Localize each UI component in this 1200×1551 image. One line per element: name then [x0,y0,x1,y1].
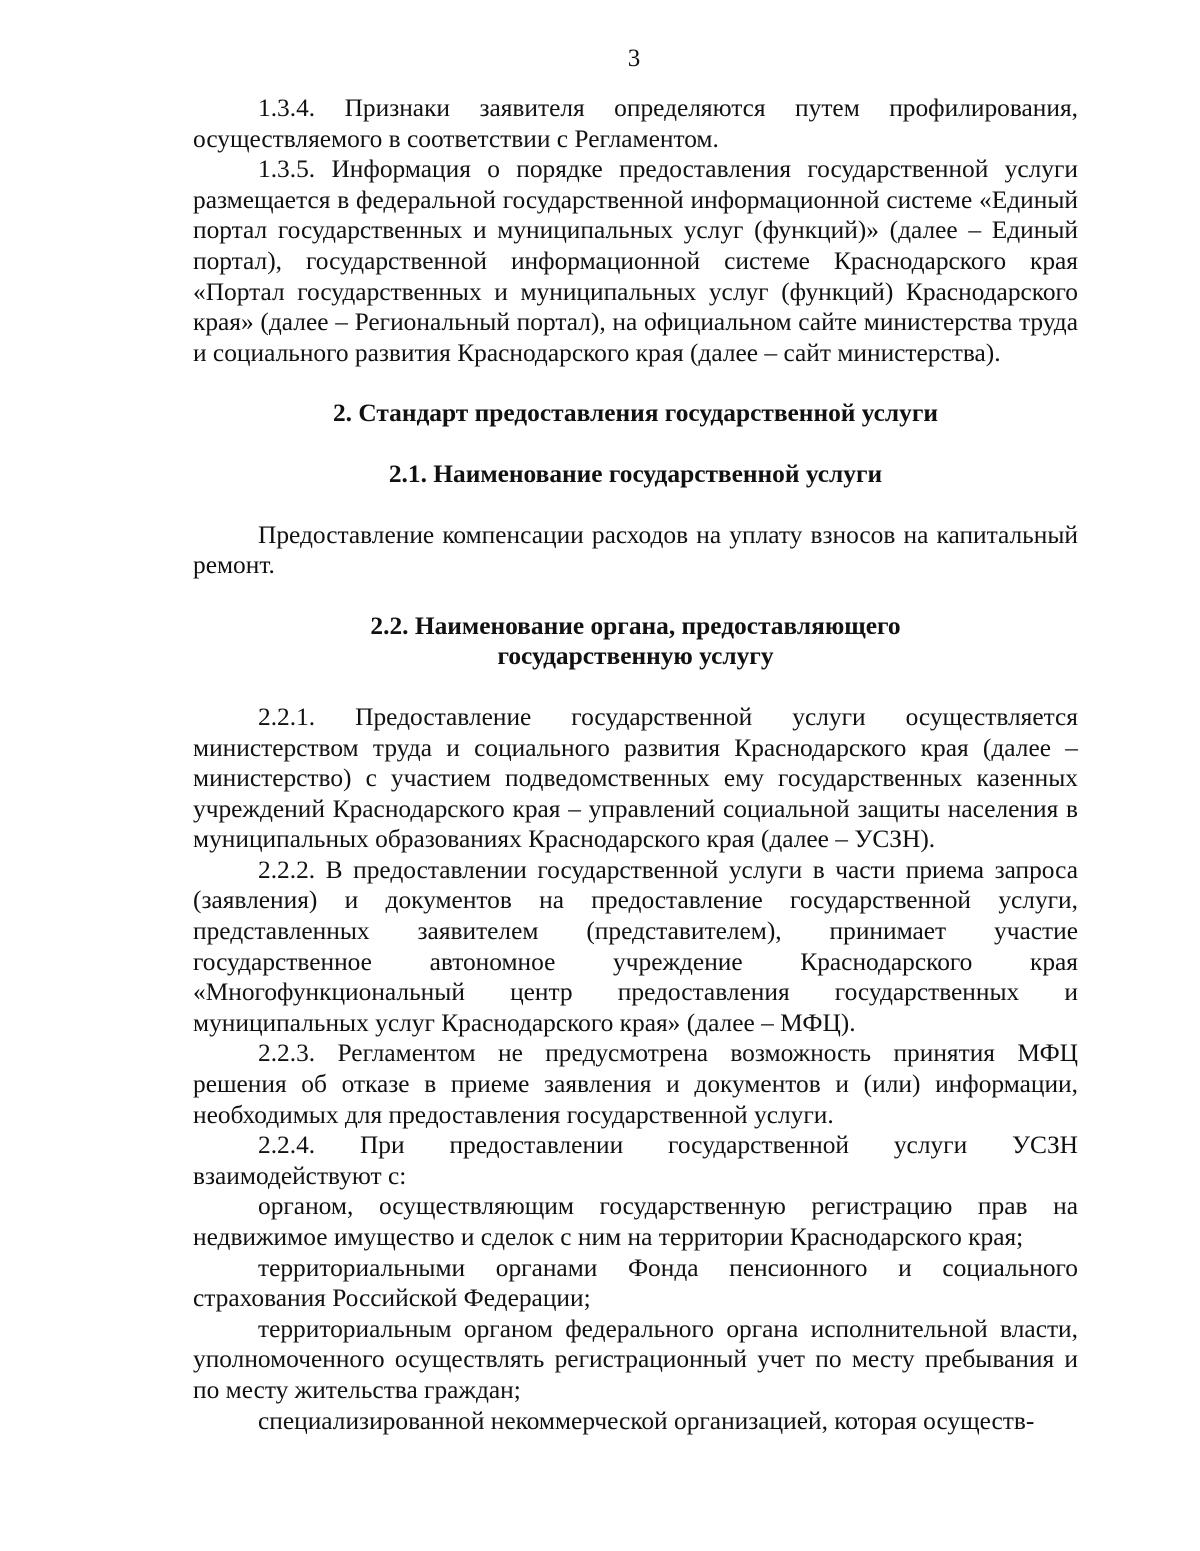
list-item-noncommercial-org: специализированной некоммерческой организацией, которая осуществ- [258,1406,1035,1435]
paragraph-2-2-4: 2.2.4. При предоставлении государственной услуги УСЗН взаимодействуют с: [193,1131,1078,1190]
paragraph-2-2-3: 2.2.3. Регламентом не предусмотрена возможность принятия МФЦ решения об отказе в приеме заявления и документов и (или) информации, необходимых для предоставления государственной услуги. [193,1039,1078,1129]
section-2-2-heading [193,611,1078,672]
section-2-heading: 2. Стандарт предоставления государственной услуги [332,399,939,428]
document-body [193,93,1078,1436]
list-item-migration-authority: территориальным органом федерального органа исполнительной власти, уполномоченного осуществлять регистрационный учет по месту пребывания и по месту жительства граждан; [193,1314,1078,1404]
section-2-2-heading-line-2: государственную услугу [497,642,774,671]
section-2-1-heading: 2.1. Наименование государственной услуги [388,459,883,488]
page-number: 3 [627,45,641,72]
section-2-1-text: Предоставление компенсации расходов на уплату взносов на капитальный ремонт. [193,520,1078,580]
paragraph-2-2-2: 2.2.2. В предоставлении государственной услуги в части приема запроса (заявления) и документов на предоставление государственной услуги, представленных заявителем (представителем), принимает участие государственное автономное учреждение Краснодарского края «Многофункциональный центр предоставления государственных и муниципальных услуг Краснодарского края» (далее – МФЦ). [193,855,1078,1037]
paragraph-2-2-1: 2.2.1. Предоставление государственной услуги осуществляется министерством труда и социального развития Краснодарского края (далее – министерство) с участием подведомственных ему государственных казенных учреждений Краснодарского края – управлений социальной защиты населения в муниципальных образованиях Краснодарского края (далее – УСЗН). [193,702,1078,854]
list-item-registration-body: органом, осуществляющим государственную регистрацию прав на недвижимое имущество и сделок с ним на территории Краснодарского края; [193,1192,1078,1251]
paragraph-1-3-5: 1.3.5. Информация о порядке предоставления государственной услуги размещается в федеральной государственной информационной системе «Единый портал государственных и муниципальных услуг (функций)» (далее – Единый портал), государственной информационной системе Краснодарского края «Портал государственных и муниципальных услуг (функций) Краснодарского края» (далее – Региональный портал), на официальном сайте министерства труда и социального развития Краснодарского края (далее – сайт министерства). [193,155,1078,367]
paragraph-1-3-4: 1.3.4. Признаки заявителя определяются путем профилирования, осуществляемого в соответствии с Регламентом. [193,94,1078,153]
section-2-2-heading-line-1: 2.2. Наименование органа, предоставляющего [370,611,901,640]
list-item-pension-fund: территориальными органами Фонда пенсионного и социального страхования Российской Федерации; [193,1253,1078,1313]
